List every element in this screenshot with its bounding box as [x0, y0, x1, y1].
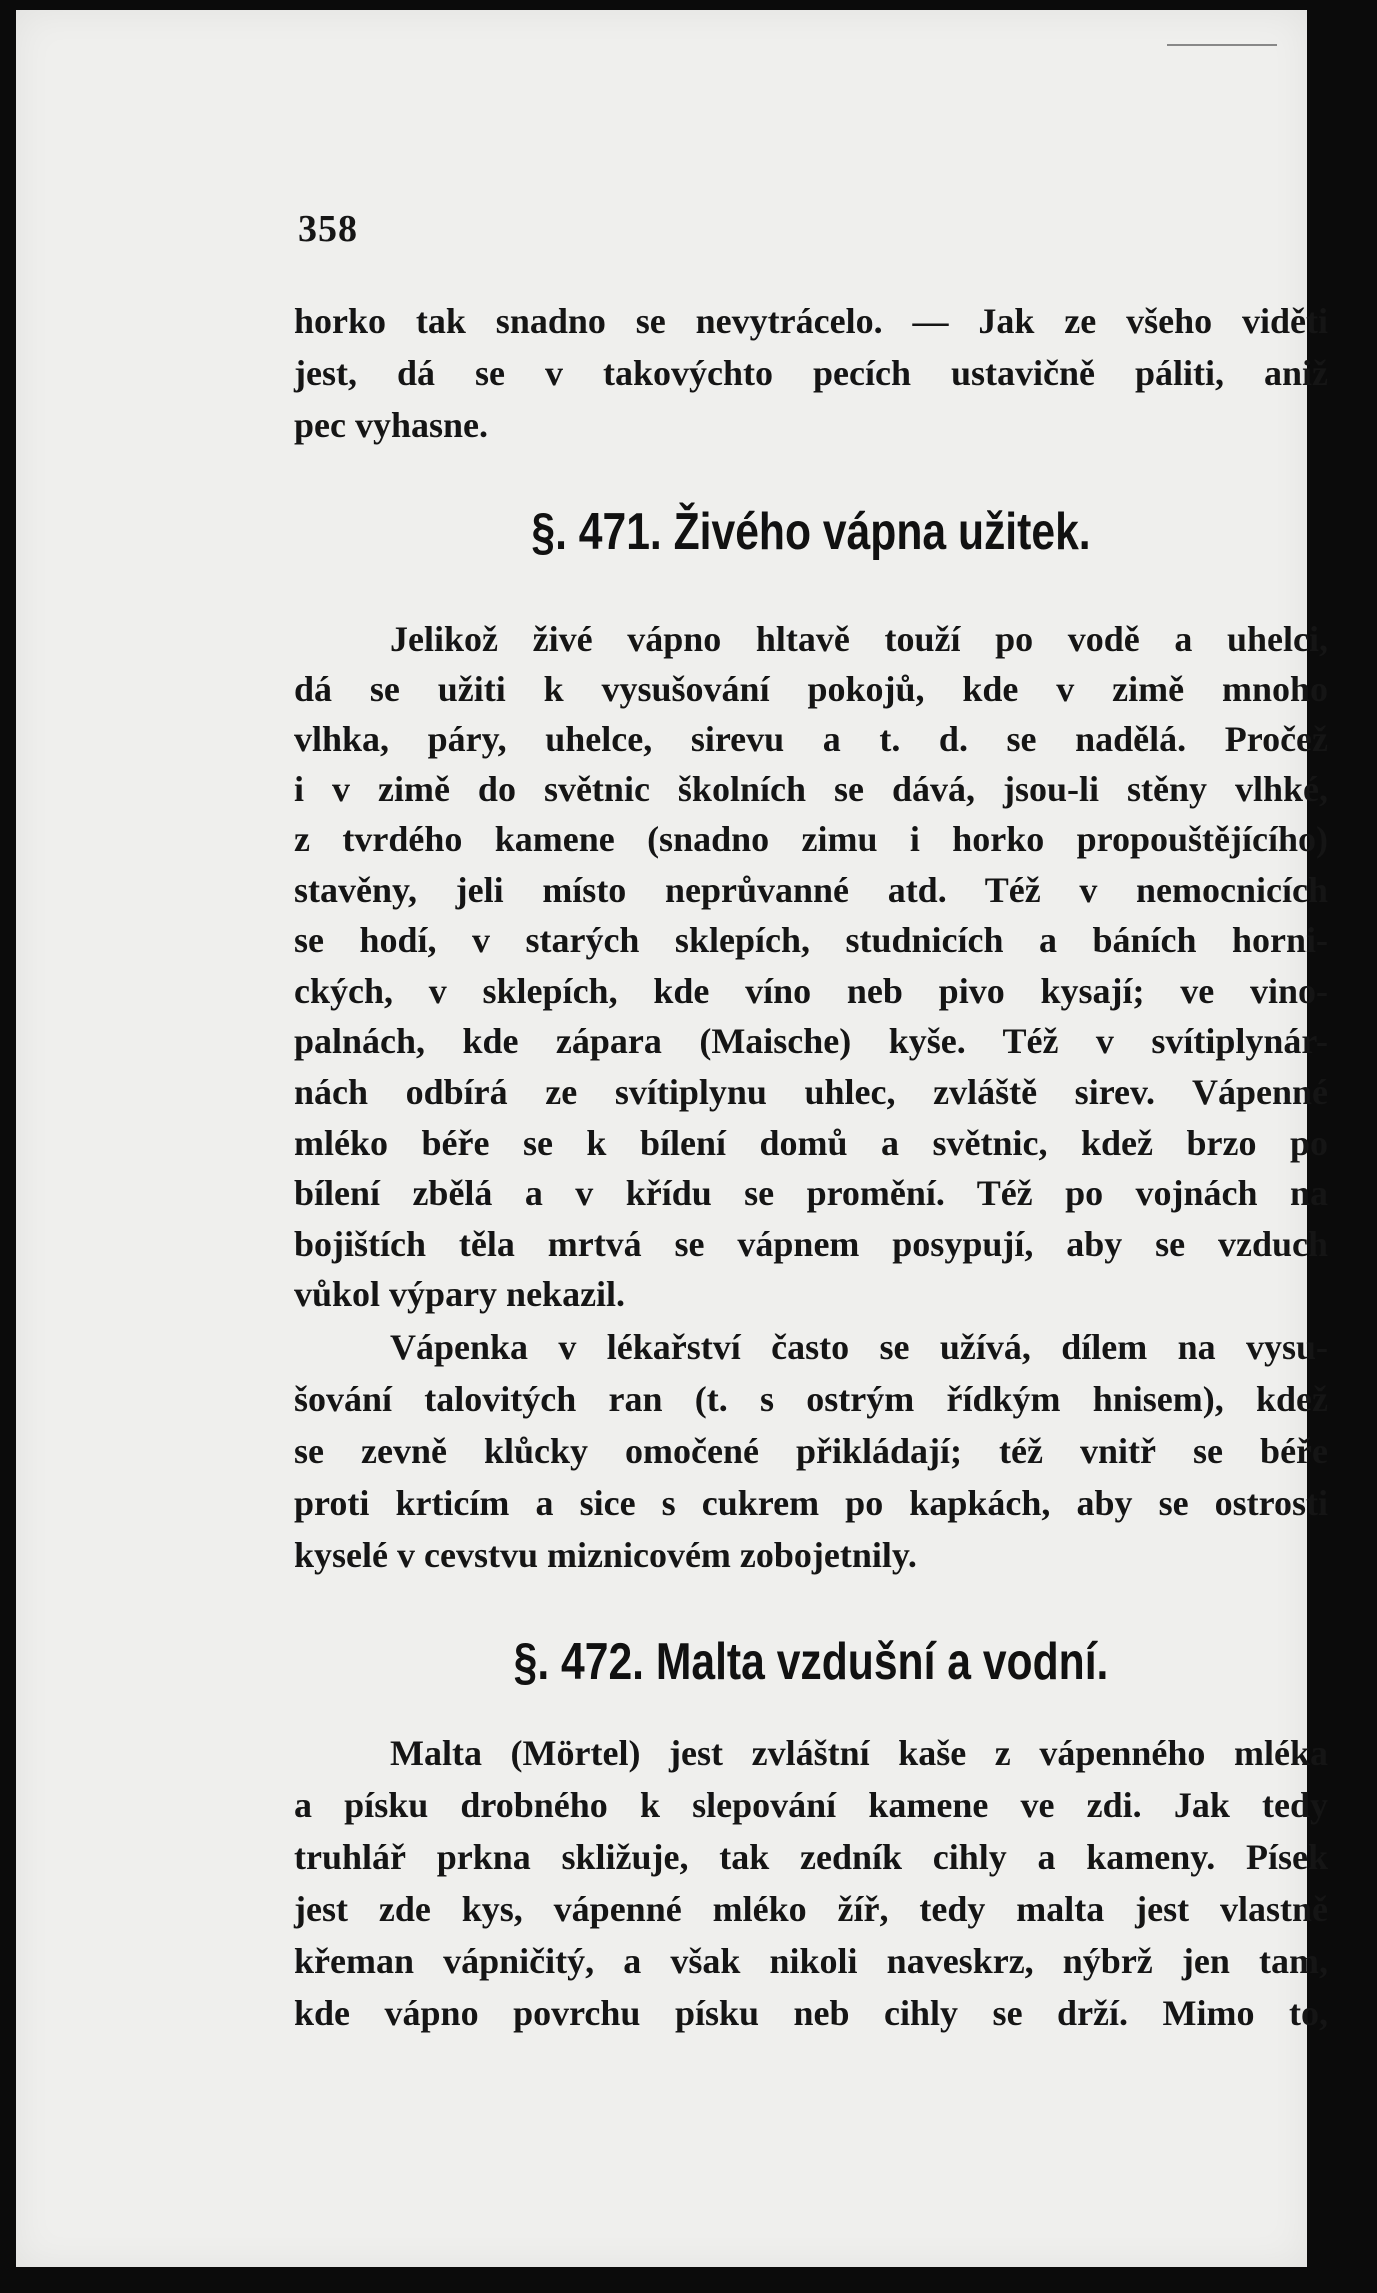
text-line: truhlář prkna skližuje, tak zedník cihly a kameny. Písek [294, 1837, 1328, 1877]
text-line: stavěny, jeli místo neprůvanné atd. Též v nemocnicích [294, 870, 1328, 910]
text-line: a písku drobného k slepování kamene ve zdi. Jak tedy [294, 1785, 1328, 1825]
text-line: vůkol výpary nekazil. [294, 1274, 626, 1314]
text-line: kde vápno povrchu písku neb cihly se drží. Mimo to, [294, 1993, 1328, 2033]
scan-edge-mark [1167, 44, 1277, 46]
page-number: 358 [298, 208, 358, 250]
text-line: ckých, v sklepích, kde víno neb pivo kysají; ve vino- [294, 971, 1328, 1011]
text-line: i v zimě do světnic školních se dává, jsou-li stěny vlhké, [294, 769, 1328, 809]
text-line: palnách, kde zápara (Maische) kyše. Též v svítiplynár- [294, 1021, 1328, 1061]
section-heading-472: §. 472. Malta vzdušní a vodní. [513, 1633, 1109, 1691]
text-line: dá se užiti k vysušování pokojů, kde v zimě mnoho [294, 669, 1328, 709]
text-line: Jelikož živé vápno hltavě touží po vodě a uhelci, [390, 619, 1328, 659]
text-line: pec vyhasne. [294, 405, 489, 445]
text-line: horko tak snadno se nevytrácelo. — Jak ze všeho viděti [294, 301, 1328, 341]
text-line: jest zde kys, vápenné mléko žíř, tedy malta jest vlastně [294, 1889, 1328, 1929]
text-line: mléko béře se k bílení domů a světnic, kdež brzo po [294, 1123, 1328, 1163]
text-line: bílení zbělá a v křídu se promění. Též po vojnách na [294, 1173, 1328, 1213]
text-line: šování talovitých ran (t. s ostrým řídkým hnisem), kdež [294, 1379, 1328, 1419]
text-line: Malta (Mörtel) jest zvláštní kaše z vápenného mléka [390, 1733, 1328, 1773]
text-line: z tvrdého kamene (snadno zimu i horko propouštějícího) [294, 819, 1328, 859]
text-line: nách odbírá ze svítiplynu uhlec, zvláště sirev. Vápenné [294, 1072, 1328, 1112]
book-page [16, 10, 1328, 2267]
section-heading-471: §. 471. Živého vápna užitek. [531, 503, 1091, 561]
text-line: se zevně klůcky omočené přikládají; též vnitř se béře [294, 1431, 1328, 1471]
text-line: proti krticím a sice s cukrem po kapkách, aby se ostrosti [294, 1483, 1328, 1523]
text-line: vlhka, páry, uhelce, sirevu a t. d. se nadělá. Pročež [294, 719, 1328, 759]
text-line: se hodí, v starých sklepích, studnicích a báních horni- [294, 920, 1328, 960]
text-line: Vápenka v lékařství často se užívá, dílem na vysu- [390, 1327, 1328, 1367]
text-line: jest, dá se v takovýchto pecích ustavičně páliti, aniž [294, 353, 1328, 393]
text-line: kyselé v cevstvu miznicovém zobojetnily. [294, 1535, 917, 1575]
text-line: křeman vápničitý, a však nikoli naveskrz, nýbrž jen tam, [294, 1941, 1328, 1981]
text-line: bojištích těla mrtvá se vápnem posypují, aby se vzduch [294, 1224, 1328, 1264]
